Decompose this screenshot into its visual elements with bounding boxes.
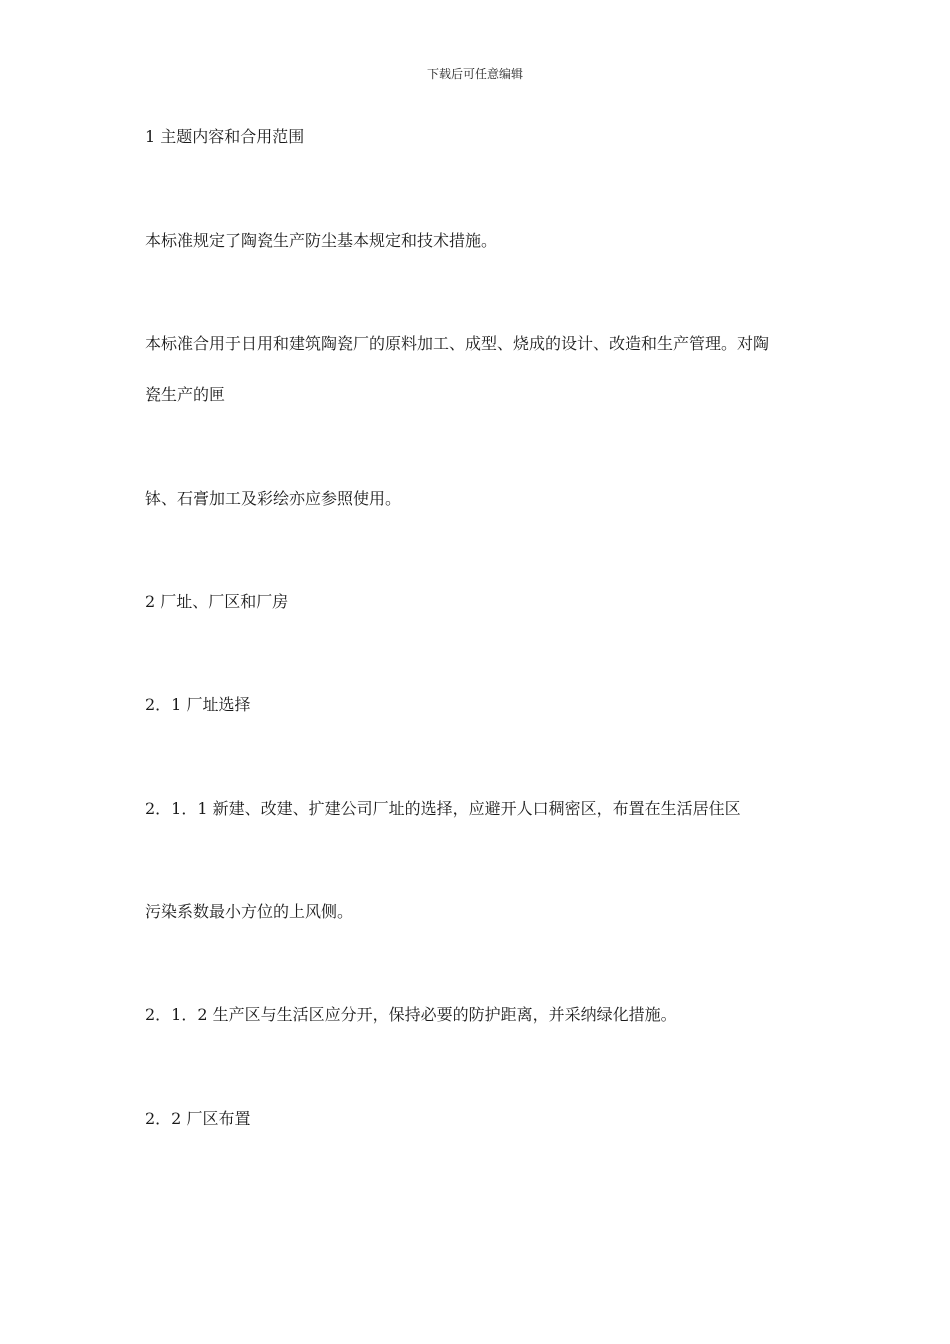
subsection-heading-2-1: 2．1 厂址选择 — [145, 695, 251, 714]
section-heading-2: 2 厂址、厂区和厂房 — [145, 592, 289, 611]
body-paragraph: 污染系数最小方位的上风侧。 — [145, 902, 354, 921]
section-heading-1: 1 主题内容和合用范围 — [145, 127, 305, 146]
clause-2-1-2: 2．1．2 生产区与生活区应分开，保持必要的防护距离，并采纳绿化措施。 — [145, 1005, 677, 1024]
body-paragraph: 瓷生产的匣 — [145, 385, 226, 404]
body-paragraph: 本标准规定了陶瓷生产防尘基本规定和技术措施。 — [145, 231, 498, 250]
header-note: 下载后可任意编辑 — [426, 67, 523, 81]
body-paragraph: 钵、石膏加工及彩绘亦应参照使用。 — [145, 489, 402, 508]
body-paragraph: 本标准合用于日用和建筑陶瓷厂的原料加工、成型、烧成的设计、改造和生产管理。对陶 — [145, 334, 770, 353]
clause-2-1-1: 2．1．1 新建、改建、扩建公司厂址的选择，应避开人口稠密区，布置在生活居住区 — [145, 799, 741, 818]
subsection-heading-2-2: 2．2 厂区布置 — [145, 1109, 251, 1128]
